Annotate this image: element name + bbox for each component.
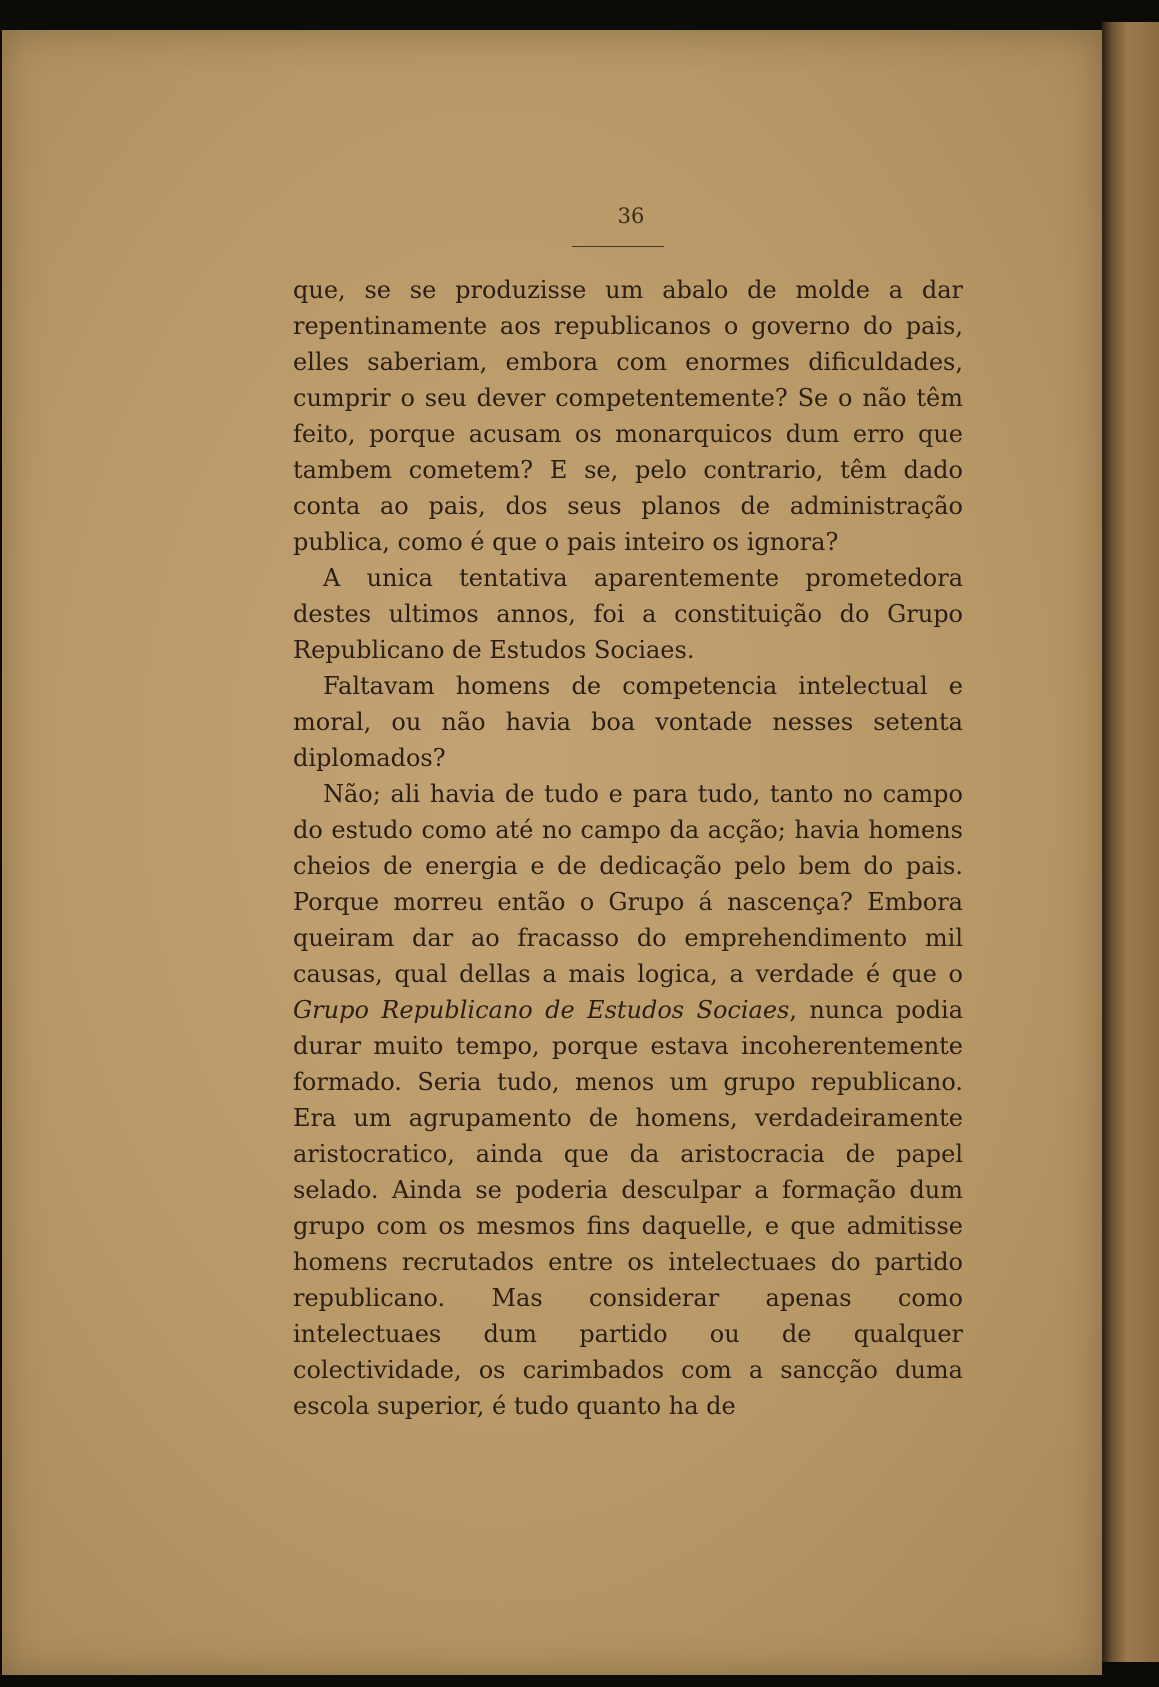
paragraph-1: que, se se produzisse um abalo de molde a dar repentinamente aos republicanos o governo do pais, elles saberiam, embora com enormes dificuldades, cumprir o seu dever competentemente? Se o não têm feito, porque acusam os monarquicos dum erro que tambem cometem? E se, pelo contrario, têm dado conta ao pais, dos seus planos de administração publica, como é que o pais inteiro os ignora?: [293, 276, 963, 556]
body-text: [293, 272, 963, 1424]
paragraph-4-text-before: Não; ali havia de tudo e para tudo, tanto no campo do estudo como até no campo da acção; havia homens cheios de energia e de dedicação pelo bem do pais. Porque morreu então o Grupo á nascença? Embora queiram dar ao fracasso do emprehendimento mil causas, qual dellas a mais logica, a verdade é que o: [293, 780, 963, 988]
group-name-italic: Grupo Republicano de Estudos Sociaes: [293, 996, 790, 1024]
paragraph-3: Faltavam homens de competencia intelectual e moral, ou não havia boa vontade nesses setenta diplomados?: [293, 672, 963, 772]
paragraph-4-text-after: , nunca podia durar muito tempo, porque estava incoherentemente formado. Seria tudo, menos um grupo republicano. Era um agrupamento de homens, verdadeiramente aristocratico, ainda que da aristocracia de papel selado. Ainda se poderia desculpar a formação dum grupo com os mesmos fins daquelle, e que admitisse homens recrutados entre os intelectuaes do partido republicano. Mas considerar apenas como intelectuaes dum partido ou de qualquer colectividade, os carimbados com a sancção duma escola superior, é tudo quanto ha de: [293, 996, 963, 1420]
paragraph-2: A unica tentativa aparentemente prometedora destes ultimos annos, foi a constituição do Grupo Republicano de Estudos Sociaes.: [293, 564, 963, 664]
page-number: 36: [617, 204, 645, 228]
next-page-edge: [1102, 22, 1159, 1662]
page-number-rule: [572, 246, 664, 247]
paragraph-4: [293, 776, 963, 1424]
